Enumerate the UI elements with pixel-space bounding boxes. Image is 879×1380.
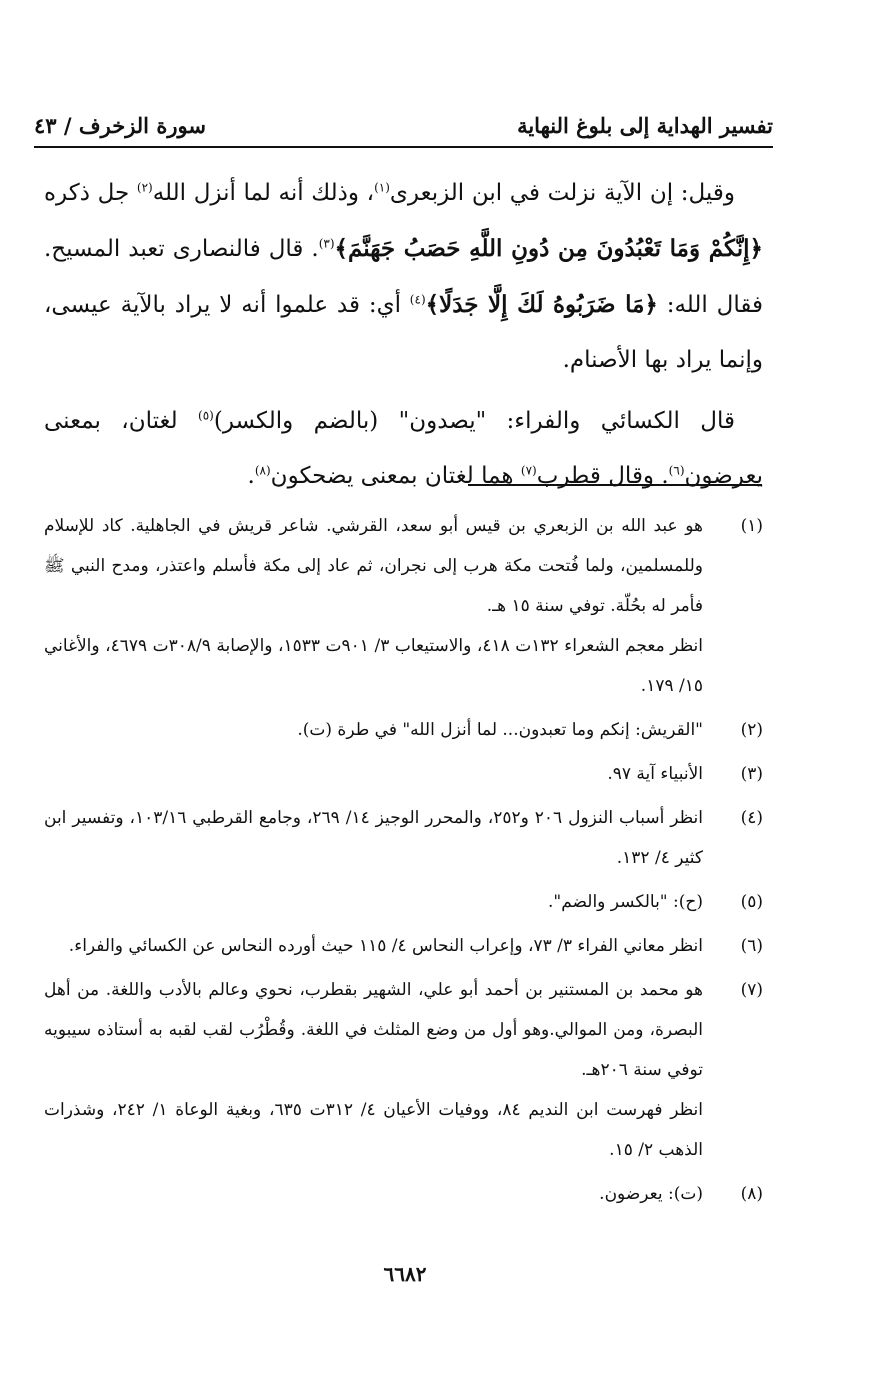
footnote-ref-8[interactable]: (٨) xyxy=(254,463,271,478)
text-run: . وقال قطرب xyxy=(536,463,669,489)
footnote-text: الأنبياء آية ٩٧. xyxy=(607,764,703,784)
footnote-number: (٢) xyxy=(740,720,763,740)
footnote-ref-6[interactable]: (٦) xyxy=(668,463,685,478)
footnote-text: انظر أسباب النزول ٢٠٦ و٢٥٢، والمحرر الوجيز ١٤/ ٢٦٩، وجامع القرطبي ١٠٣/١٦، وتفسير ابن كثير ٤/ ١٣٢. xyxy=(44,808,704,868)
footnote-number: (٦) xyxy=(740,936,763,956)
footnote-text: "القريش: إنكم وما تعبدون... لما أنزل الله" في طرة (ت). xyxy=(297,720,703,740)
quran-verse-2: ﴿مَا ضَرَبُوهُ لَكَ إِلَّا جَدَلًا﴾ xyxy=(425,291,658,318)
footnote-number: (٤) xyxy=(740,808,763,828)
footnote-ref-1[interactable]: (١) xyxy=(374,180,390,195)
footnote-text: انظر معاني الفراء ٣/ ٧٣، وإعراب النحاس ٤/ ١١٥ حيث أورده النحاس عن الكسائي والفراء. xyxy=(68,936,703,956)
text-run: أي: قد علموا أنه لا يراد بالآية عيسى، وإنما يراد بها الأصنام. xyxy=(44,292,763,373)
footnote-1 xyxy=(44,506,763,706)
header-rule xyxy=(34,146,773,148)
text-run: هما لغتان بمعنى يضحكون xyxy=(270,463,521,489)
book-title: تفسير الهداية إلى بلوغ النهاية xyxy=(517,113,773,138)
footnote-ref-2[interactable]: (٢) xyxy=(136,180,153,195)
footnote-5 xyxy=(44,882,763,922)
footnote-body xyxy=(44,882,703,922)
text-run: . xyxy=(247,463,255,489)
footnote-body xyxy=(44,926,703,966)
footnote-body xyxy=(44,1174,703,1214)
footnote-separator xyxy=(468,484,762,486)
footnote-text: (ح): "بالكسر والضم". xyxy=(547,892,703,912)
footnote-number: (٥) xyxy=(740,892,763,912)
text-run: ، وذلك أنه لما أنزل الله xyxy=(152,180,375,206)
running-header xyxy=(34,92,773,138)
text-run: . قال فالنصارى تعبد المسيح. فقال الله: xyxy=(44,236,763,318)
footnote-7 xyxy=(44,970,763,1170)
quran-verse-1: ﴿إِنَّكُمْ وَمَا تَعْبُدُونَ مِن دُونِ اللَّهِ حَصَبُ جَهَنَّمَ﴾ xyxy=(334,235,763,262)
footnote-sources: انظر معجم الشعراء ١٣٢ت ٤١٨، والاستيعاب ٣/ ٩٠١ت ١٥٣٣، والإصابة ٣٠٨/٩ت ٤٦٧٩، والأغاني ١٥/ ١٧٩. xyxy=(44,636,703,696)
footnote-4 xyxy=(44,798,763,878)
footnote-6 xyxy=(44,926,763,966)
footnote-text: هو محمد بن المستنير بن أحمد أبو علي، الشهير بقطرب، نحوي وعالم بالأدب واللغة. من أهل البصرة، ومن الموالي.وهو أول من وضع المثلث في اللغة. وقُطْرُب لقب لقبه به أستاذه سيبويه توفي سنة ٢٠٦هـ. xyxy=(44,980,703,1080)
footnote-ref-4[interactable]: (٤) xyxy=(409,292,426,307)
text-run: جل ذكره xyxy=(44,180,137,206)
footnote-sources: انظر فهرست ابن النديم ٨٤، ووفيات الأعيان ٤/ ٣١٢ت ٦٣٥، وبغية الوعاة ١/ ٢٤٢، وشذرات الذهب ٢/ ١٥. xyxy=(44,1100,703,1160)
text-run: وقيل: إن الآية نزلت في ابن الزبعرى xyxy=(389,180,735,206)
footnote-ref-3[interactable]: (٣) xyxy=(318,236,335,251)
footnote-8 xyxy=(44,1174,763,1214)
footnote-body xyxy=(44,754,703,794)
footnote-body xyxy=(44,798,703,878)
footnotes xyxy=(44,506,763,1218)
footnote-body xyxy=(44,506,703,706)
footnote-ref-7[interactable]: (٧) xyxy=(520,463,537,478)
footnote-number: (٨) xyxy=(740,1184,763,1204)
main-text xyxy=(44,166,763,510)
page-number: ٦٦٨٢ xyxy=(383,1262,427,1286)
footnote-2 xyxy=(44,710,763,750)
footnote-number: (٣) xyxy=(740,764,763,784)
surah-title: سورة الزخرف / ٤٣ xyxy=(34,113,206,138)
text-run: لغتان، بمعنى يعرضون xyxy=(44,408,763,489)
paragraph-2 xyxy=(44,394,763,504)
footnote-body xyxy=(44,710,703,750)
footnote-text: هو عبد الله بن الزبعري بن قيس أبو سعد، القرشي. شاعر قريش في الجاهلية. كاد للإسلام وللمسلمين، ولما فُتحت مكة هرب إلى نجران، ثم عاد إلى مكة فأسلم واعتذر، ومدح النبي ﷺ فأمر له بحُلّة. توفي سنة ١٥ هـ. xyxy=(44,516,703,616)
footnote-number: (١) xyxy=(740,516,763,536)
footnote-body xyxy=(44,970,703,1170)
footnote-ref-5[interactable]: (٥) xyxy=(198,408,214,423)
footnote-3 xyxy=(44,754,763,794)
text-run: قال الكسائي والفراء: "يصدون" (بالضم والكسر) xyxy=(213,408,735,434)
footnote-number: (٧) xyxy=(740,980,763,1000)
paragraph-1 xyxy=(44,166,763,388)
footnote-text: (ت): يعرضون. xyxy=(599,1184,703,1204)
